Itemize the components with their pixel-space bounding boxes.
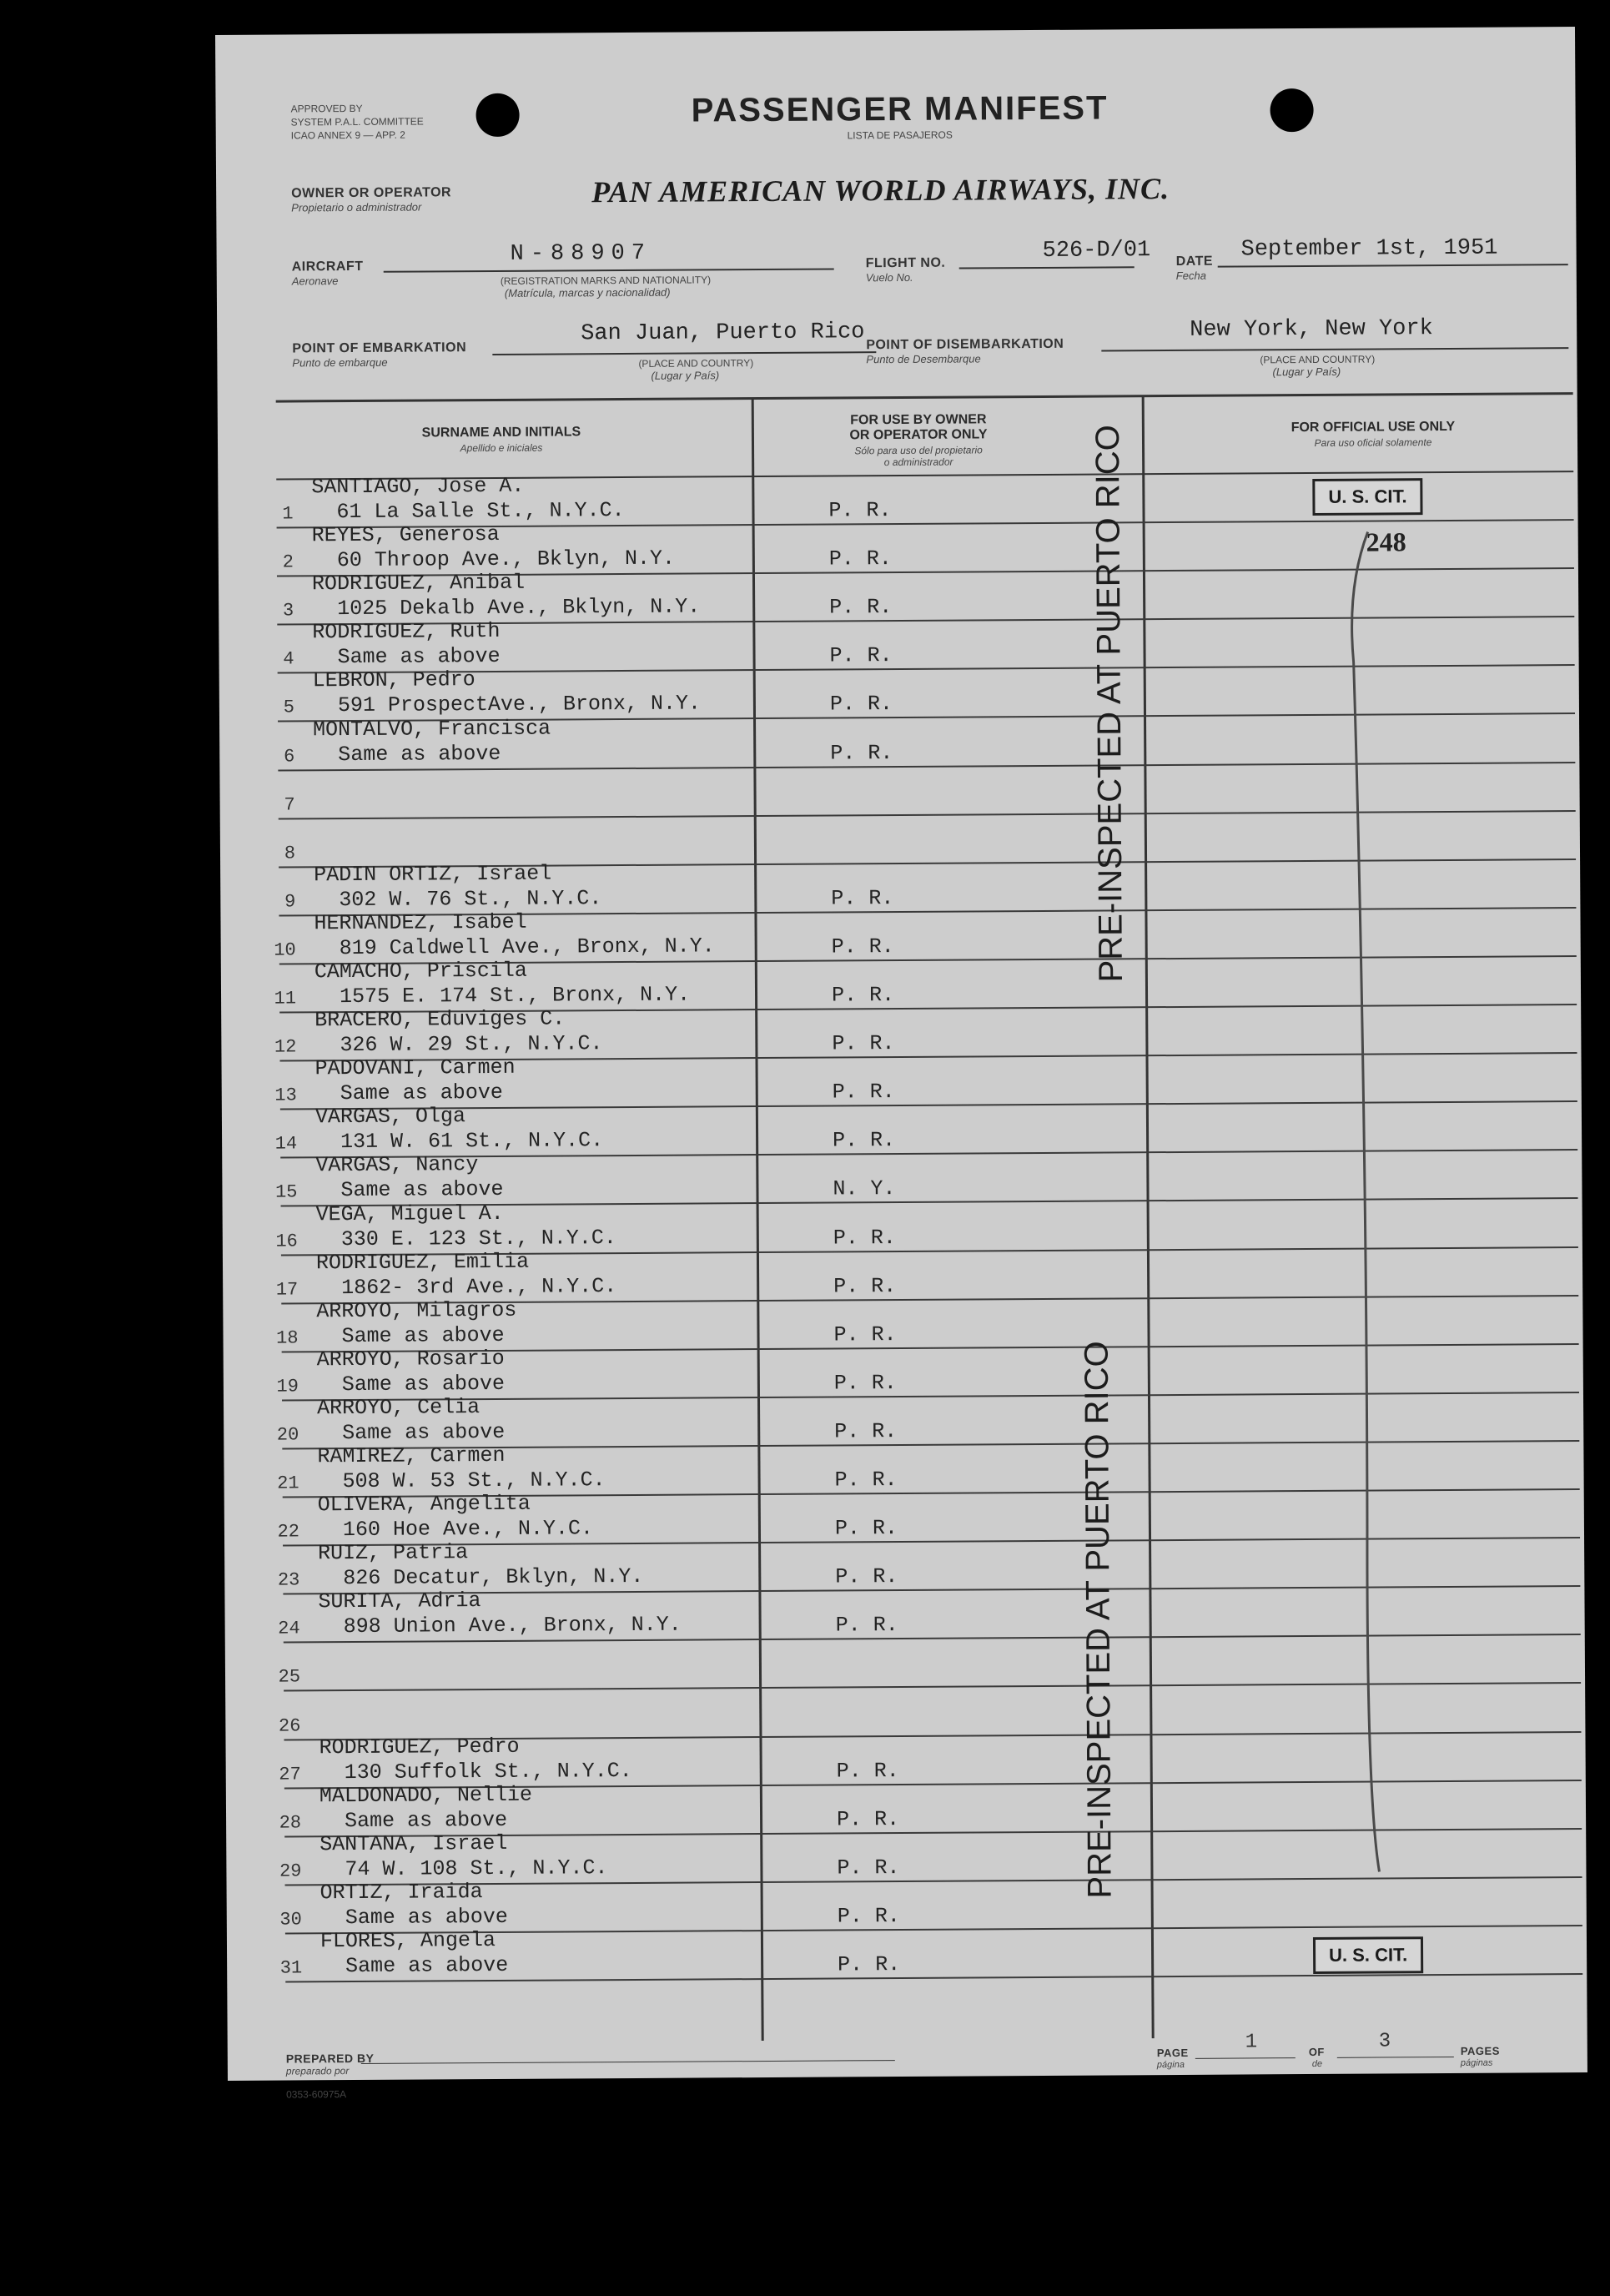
row-number: 5 bbox=[283, 697, 295, 718]
passenger-address: Same as above bbox=[344, 1807, 508, 1833]
passenger-address: Same as above bbox=[341, 1371, 506, 1397]
col-header-owner-2: OR OPERATOR ONLY bbox=[849, 427, 988, 443]
row-number: 4 bbox=[283, 648, 294, 670]
residence-code: P. R. bbox=[833, 1322, 897, 1347]
passenger-address: 591 ProspectAve., Bronx, N.Y. bbox=[337, 691, 702, 718]
row-number: 23 bbox=[277, 1569, 300, 1591]
punch-hole-left bbox=[475, 93, 519, 137]
row-number: 28 bbox=[279, 1812, 302, 1834]
passenger-name: ORTIZ, Iraida bbox=[319, 1879, 483, 1906]
passenger-address: Same as above bbox=[342, 1419, 506, 1445]
passenger-address: Same as above bbox=[340, 1080, 503, 1106]
approval-line-2: SYSTEM P.A.L. COMMITTEE bbox=[290, 115, 424, 128]
date-label: DATE bbox=[1175, 254, 1214, 269]
row-number: 9 bbox=[284, 891, 296, 913]
passenger-address: 61 La Salle St., N.Y.C. bbox=[336, 498, 625, 525]
row-number: 25 bbox=[278, 1666, 301, 1688]
col-header-official: FOR OFFICIAL USE ONLY bbox=[1291, 419, 1456, 436]
passenger-address: 74 W. 108 St., N.Y.C. bbox=[345, 1855, 608, 1881]
passenger-name: VEGA, Miguel A. bbox=[315, 1201, 504, 1226]
manifest-sheet bbox=[215, 27, 1587, 2101]
page-number: 1 bbox=[1245, 2031, 1258, 2054]
passenger-name: VARGAS, Nancy bbox=[315, 1152, 479, 1178]
residence-code: P. R. bbox=[829, 692, 893, 717]
residence-code: P. R. bbox=[838, 1952, 901, 1977]
passenger-address: Same as above bbox=[340, 1177, 504, 1203]
residence-code: P. R. bbox=[832, 1031, 895, 1056]
row-number: 7 bbox=[284, 794, 295, 816]
flight-label-es: Vuelo No. bbox=[865, 270, 913, 284]
row-number: 19 bbox=[276, 1376, 299, 1397]
passenger-name: MALDONADO, Nellie bbox=[319, 1782, 533, 1808]
passenger-address: 131 W. 61 St., N.Y.C. bbox=[340, 1128, 604, 1155]
residence-code: P. R. bbox=[832, 1080, 895, 1105]
approval-line-3: ICAO ANNEX 9 — APP. 2 bbox=[290, 128, 405, 142]
passenger-name: ARROYO, Celia bbox=[316, 1394, 480, 1421]
flight-date: September 1st, 1951 bbox=[1240, 235, 1498, 263]
prepared-by-label-es: preparado por bbox=[285, 2065, 350, 2077]
residence-code: P. R. bbox=[837, 1903, 900, 1929]
col-header-surname-es: Apellido e iniciales bbox=[460, 441, 543, 455]
passenger-name: SURITA, Adria bbox=[318, 1589, 481, 1614]
passenger-address: 60 Throop Ave., Bklyn, N.Y. bbox=[336, 546, 676, 573]
passenger-address: 1575 E. 174 St., Bronx, N.Y. bbox=[339, 982, 691, 1010]
disembark-place-note-es: (Lugar y País) bbox=[1272, 365, 1341, 379]
passenger-name: VARGAS, Olga bbox=[314, 1104, 466, 1130]
us-citizen-stamp-top: U. S. CIT. bbox=[1312, 478, 1422, 516]
residence-code: P. R. bbox=[836, 1758, 899, 1784]
col-header-owner-1: FOR USE BY OWNER bbox=[850, 412, 987, 428]
residence-code: P. R. bbox=[828, 498, 892, 523]
row-number: 2 bbox=[282, 551, 294, 573]
passenger-name: RODRIGUEZ, Ruth bbox=[312, 619, 501, 645]
residence-code: P. R. bbox=[835, 1613, 898, 1638]
row-number: 13 bbox=[274, 1085, 297, 1106]
passenger-address: 302 W. 76 St., N.Y.C. bbox=[339, 885, 602, 912]
embark-place-note: (PLACE AND COUNTRY) bbox=[638, 357, 754, 370]
passenger-address: 508 W. 53 St., N.Y.C. bbox=[342, 1468, 606, 1494]
page-label: PAGE bbox=[1156, 2046, 1189, 2060]
col-header-surname: SURNAME AND INITIALS bbox=[421, 425, 581, 441]
residence-code: P. R. bbox=[831, 983, 895, 1008]
us-citizen-stamp-bottom: U. S. CIT. bbox=[1313, 1936, 1423, 1974]
col-header-owner-es-1: Sólo para uso del propietario bbox=[854, 444, 983, 457]
punch-hole-right bbox=[1270, 88, 1313, 132]
owner-label-es: Propietario o administrador bbox=[291, 200, 422, 214]
residence-code: P. R. bbox=[834, 1418, 898, 1444]
passenger-name: BRACERO, Eduviges C. bbox=[314, 1006, 566, 1033]
approval-line-1: APPROVED BY bbox=[290, 102, 363, 115]
row-number: 17 bbox=[275, 1279, 299, 1301]
passenger-address: 130 Suffolk St., N.Y.C. bbox=[344, 1758, 632, 1785]
embarkation-label-es: Punto de embarque bbox=[292, 355, 388, 370]
residence-code: P. R. bbox=[829, 595, 893, 620]
pages-total: 3 bbox=[1378, 2030, 1391, 2053]
page-title: PASSENGER MANIFEST bbox=[691, 89, 1109, 129]
passenger-address: Same as above bbox=[341, 1322, 505, 1348]
pre-inspected-stamp-bottom: PRE-INSPECTED AT PUERTO RICO bbox=[1078, 1341, 1119, 1899]
col-header-official-es: Para uso oficial solamente bbox=[1314, 436, 1432, 449]
disembarkation-label: POINT OF DISEMBARKATION bbox=[866, 336, 1064, 353]
col-header-owner-es-2: o administrador bbox=[883, 456, 953, 469]
passenger-name: PADIN ORTIZ, Israel bbox=[314, 861, 552, 888]
row-number: 29 bbox=[279, 1860, 302, 1882]
residence-code: N. Y. bbox=[833, 1176, 896, 1201]
passenger-address: 819 Caldwell Ave., Bronx, N.Y. bbox=[339, 934, 715, 961]
row-number: 11 bbox=[274, 988, 297, 1010]
embarkation-label: POINT OF EMBARKATION bbox=[292, 340, 467, 356]
of-label: OF bbox=[1308, 2045, 1325, 2059]
page-subtitle: LISTA DE PASAJEROS bbox=[847, 128, 953, 142]
passenger-name: OLIVERA, Angelita bbox=[317, 1491, 531, 1518]
residence-code: P. R. bbox=[829, 643, 893, 668]
flight-label: FLIGHT NO. bbox=[865, 255, 946, 271]
date-label-es: Fecha bbox=[1175, 269, 1206, 282]
passenger-name: LEBRON, Pedro bbox=[312, 667, 475, 693]
passenger-address: Same as above bbox=[345, 1904, 508, 1930]
row-number: 15 bbox=[274, 1181, 298, 1203]
disembarkation-point: New York, New York bbox=[1190, 316, 1433, 343]
pages-label-es: páginas bbox=[1460, 2057, 1493, 2068]
disembark-place-note: (PLACE AND COUNTRY) bbox=[1260, 353, 1376, 366]
row-number: 20 bbox=[276, 1424, 299, 1446]
row-number: 26 bbox=[278, 1714, 301, 1737]
embarkation-point: San Juan, Puerto Rico bbox=[581, 320, 865, 347]
row-number: 30 bbox=[279, 1909, 302, 1931]
prepared-by-label: PREPARED BY bbox=[285, 2051, 375, 2066]
passenger-address: 330 E. 123 St., N.Y.C. bbox=[340, 1225, 616, 1251]
residence-code: P. R. bbox=[834, 1468, 898, 1493]
disembarkation-label-es: Punto de Desembarque bbox=[866, 352, 981, 366]
residence-code: P. R. bbox=[830, 740, 893, 766]
passenger-address: Same as above bbox=[345, 1952, 509, 1979]
owner-label: OWNER OR OPERATOR bbox=[291, 185, 452, 201]
passenger-name: PADOVANI, Carmen bbox=[314, 1055, 516, 1081]
residence-code: P. R. bbox=[833, 1370, 897, 1396]
residence-code: P. R. bbox=[834, 1516, 898, 1541]
passenger-address: 898 Union Ave., Bronx, N.Y. bbox=[343, 1612, 682, 1639]
passenger-address: 1862- 3rd Ave., N.Y.C. bbox=[341, 1273, 617, 1300]
row-number: 12 bbox=[274, 1036, 297, 1058]
row-number: 16 bbox=[275, 1230, 298, 1252]
passenger-name: HERNANDEZ, Isabel bbox=[314, 909, 527, 936]
pre-inspected-stamp-top: PRE-INSPECTED AT PUERTO RICO bbox=[1089, 425, 1130, 983]
aircraft-note: (REGISTRATION MARKS AND NATIONALITY) bbox=[500, 274, 712, 287]
residence-code: P. R. bbox=[831, 934, 894, 959]
passenger-name: MONTALVO, Francisca bbox=[312, 716, 551, 742]
row-number: 1 bbox=[282, 503, 294, 525]
passenger-name: FLORES, Angela bbox=[319, 1927, 496, 1954]
passenger-address: 826 Decatur, Bklyn, N.Y. bbox=[343, 1564, 644, 1591]
residence-code: P. R. bbox=[833, 1225, 896, 1251]
aircraft-note-es: (Matrícula, marcas y nacionalidad) bbox=[504, 285, 671, 300]
row-number: 3 bbox=[282, 600, 294, 622]
passenger-name: REYES, Generosa bbox=[311, 522, 500, 548]
passenger-address: Same as above bbox=[338, 741, 501, 767]
row-number: 10 bbox=[274, 939, 296, 961]
passenger-address: 326 W. 29 St., N.Y.C. bbox=[340, 1031, 603, 1058]
passenger-address: 1025 Dekalb Ave., Bklyn, N.Y. bbox=[337, 594, 701, 622]
pages-label: PAGES bbox=[1460, 2044, 1500, 2057]
passenger-name: ARROYO, Rosario bbox=[316, 1346, 505, 1372]
residence-code: P. R. bbox=[831, 885, 894, 911]
bracket-line bbox=[1328, 528, 1403, 1896]
row-number: 21 bbox=[277, 1473, 299, 1494]
passenger-name: SANTIAGO, Jose A. bbox=[311, 473, 525, 500]
residence-code: P. R. bbox=[835, 1564, 898, 1589]
aircraft-label: AIRCRAFT bbox=[291, 259, 364, 274]
form-number: 0353-60975A bbox=[286, 2088, 347, 2101]
row-number: 24 bbox=[278, 1618, 300, 1639]
row-number: 6 bbox=[284, 745, 295, 768]
residence-code: P. R. bbox=[836, 1806, 900, 1832]
row-number: 14 bbox=[274, 1133, 298, 1155]
page-label-es: página bbox=[1156, 2059, 1185, 2071]
row-number: 27 bbox=[279, 1764, 301, 1785]
passenger-address: Same as above bbox=[337, 644, 501, 670]
passenger-name: RUIZ, Patria bbox=[318, 1540, 469, 1566]
passenger-name: SANTANA, Israel bbox=[319, 1830, 508, 1857]
of-label-es: de bbox=[1311, 2058, 1323, 2070]
flight-number: 526-D/01 bbox=[1042, 238, 1151, 264]
passenger-name: RODRIGUEZ, Anibal bbox=[311, 570, 526, 597]
aircraft-registration: N-88907 bbox=[510, 240, 652, 267]
residence-code: P. R. bbox=[837, 1855, 900, 1881]
passenger-address: 160 Hoe Ave., N.Y.C. bbox=[342, 1516, 594, 1543]
residence-code: P. R. bbox=[833, 1273, 897, 1299]
row-number: 31 bbox=[279, 1957, 303, 1979]
aircraft-label-es: Aeronave bbox=[291, 274, 339, 288]
row-number: 18 bbox=[276, 1327, 299, 1349]
operator-name: PAN AMERICAN WORLD AIRWAYS, INC. bbox=[591, 172, 1170, 209]
embark-place-note-es: (Lugar y País) bbox=[651, 369, 720, 382]
passenger-name: RODRIGUEZ, Emilia bbox=[315, 1249, 530, 1275]
passenger-name: RAMIREZ, Carmen bbox=[317, 1443, 506, 1469]
row-number: 8 bbox=[284, 843, 296, 864]
passenger-name: RODRIGUEZ, Pedro bbox=[319, 1734, 520, 1760]
row-number: 22 bbox=[277, 1521, 300, 1543]
residence-code: P. R. bbox=[828, 546, 892, 571]
passenger-name: CAMACHO, Priscila bbox=[314, 958, 527, 984]
passenger-name: ARROYO, Milagros bbox=[316, 1297, 517, 1323]
residence-code: P. R. bbox=[833, 1128, 896, 1153]
official-number: 248 bbox=[1366, 526, 1406, 557]
